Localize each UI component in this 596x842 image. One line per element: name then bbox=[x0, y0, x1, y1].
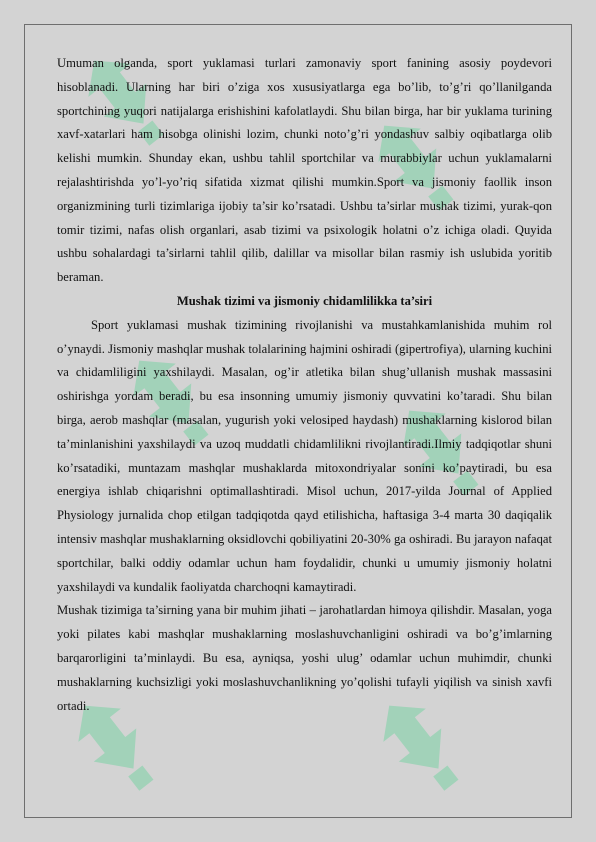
intro-paragraph: Umuman olganda, sport yuklamasi turlari zamonaviy sport fanining asosiy poydevori hisoblanadi. Ularning har biri o’ziga xos xususiyatlarga ega bo’lib, to’g’ri qo’llanilganda sportchining yuqori natijalarga erishishini kafolatlaydi. Shu bilan birga, har bir yuklama turining xavf-xatarlari ham hisobga olinishi lozim, chunki noto’g’ri yondashuv salbiy oqibatlarga olib kelishi mumkin. Shunday ekan, ushbu tahlil sportchilar va murabbiylar uchun yuklamalarni rejalashtirishda yo’l-yo’riq sifatida xizmat qilishi mumkin.Sport va jismoniy faollik inson organizmining turli tizimlariga ijobiy ta’sir ko’rsatadi. Ushbu ta’sirlar mushak tizimi, yurak-qon tomir tizimi, nafas olish organlari, asab tizimi va psixologik holatni o’z ichiga oladi. Quyida ushbu sohalardagi ta’sirlarni tahlil qilib, dalillar va misollar bilan rasmiy ish uslubida yoritib beraman. bbox=[57, 56, 552, 285]
section-paragraph: Mushak tizimiga ta’sirning yana bir muhim jihati – jarohatlardan himoya qilishdir. Masalan, yoga yoki pilates kabi mashqlar mushaklarning moslashuvchanligini oshiradi va bo’g’imlarning barqarorligini ta’minlaydi. Bu esa, ayniqsa, yoshi ulug’ odamlar uchun muhimdir, chunki mushaklarning kuchsizligi yoki moslashuvchanlikning yo’qolishi tufayli yiqilish va sinish xavfi ortadi. bbox=[57, 603, 552, 713]
document-body bbox=[57, 52, 552, 718]
section-paragraph: Sport yuklamasi mushak tizimining rivojlanishi va mustahkamlanishida muhim rol o’ynaydi. Jismoniy mashqlar mushak tolalarining hajmini oshiradi (gipertrofiya), ularning kuchini va chidamliligini yaxshilaydi. Masalan, og’ir atletika bilan shug’ullanish mushak massasini oshirishga yordam beradi, bu esa insonning umumiy jismoniy quvvatini ko’taradi. Shu bilan birga, aerob mashqlar (masalan, yugurish yoki velosiped haydash) mushaklarning kislorod bilan ta’minlanishini yaxshilaydi va uzoq muddatli chidamlilikni rivojlantiradi.Ilmiy tadqiqotlar shuni ko’rsatadiki, muntazam mashqlar mushaklarda mitoxondriyalar sonini ko’paytiradi, bu esa energiya ishlab chiqarishni optimallashtiradi. Misol uchun, 2017-yilda Journal of Applied Physiology jurnalida chop etilgan tadqiqotda qayd etilishicha, haftasiga 3-4 marta 30 daqiqalik intensiv mashqlar mushaklarning oksidlovchi qobiliyatini 20-30% ga oshiradi. Bu jarayon nafaqat sportchilar, balki oddiy odamlar uchun ham foydalidir, chunki u umumiy jismoniy holatni yaxshilaydi va kundalik faoliyatda charchoqni kamaytiradi. bbox=[57, 317, 552, 594]
section-heading: Mushak tizimi va jismoniy chidamlilikka ta’siri bbox=[176, 293, 433, 308]
